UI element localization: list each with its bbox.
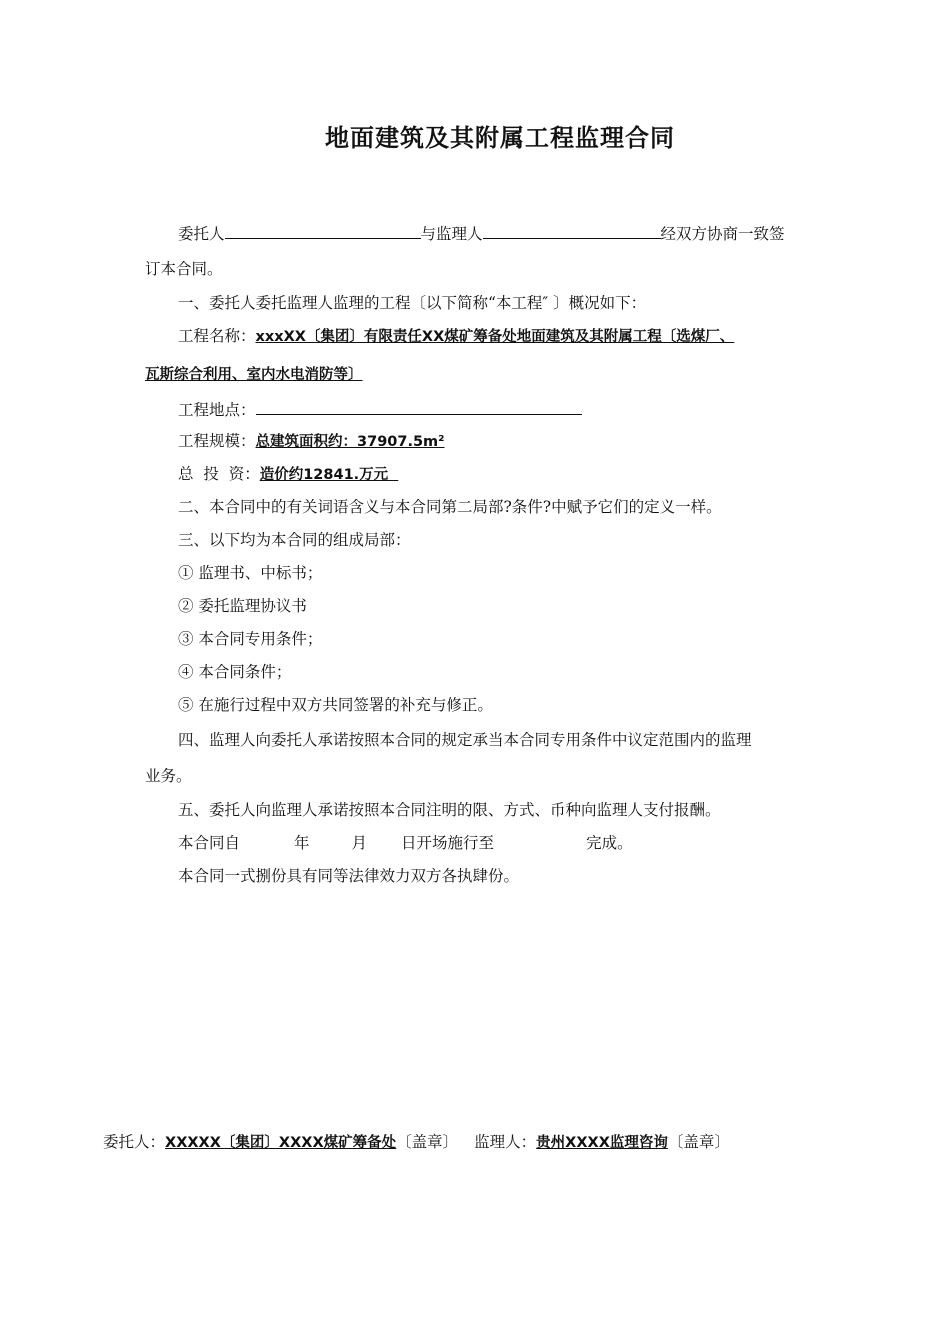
supervisor-sign-name: 贵州XXXX监理咨询	[536, 1135, 668, 1151]
term-year: 年	[294, 834, 310, 852]
list-item: ② 委托监理协议书	[178, 597, 307, 615]
term-done: 完成。	[586, 834, 633, 852]
scale-label: 工程规模：	[178, 432, 256, 450]
section-3: 三、以下均为本合同的组成局部：	[178, 531, 411, 549]
scale-value: 总建筑面积约：37907.5m²	[255, 434, 445, 450]
supervisor-label: 与监理人	[420, 225, 483, 243]
intro-tail-2: 订本合同。	[145, 260, 223, 278]
client-seal: 〔盖章〕	[396, 1133, 459, 1151]
investment-label: 总 投 资：	[178, 465, 260, 483]
project-name-line	[178, 326, 734, 347]
list-item: ① 监理书、中标书；	[178, 564, 323, 582]
supervisor-seal: 〔盖章〕	[667, 1133, 730, 1151]
investment-line	[178, 464, 398, 485]
term-month: 月	[351, 834, 368, 852]
section-4-cont: 业务。	[145, 767, 192, 785]
term-from: 本合同自	[178, 834, 241, 852]
term-day: 日开场施行至	[401, 834, 495, 852]
list-item: ④ 本合同条件；	[178, 663, 292, 681]
signature-line	[103, 1132, 730, 1153]
term-line	[178, 833, 633, 853]
section-1: 一、委托人委托监理人监理的工程〔以下简称“本工程″ 〕概况如下：	[178, 294, 647, 312]
client-blank	[225, 222, 421, 239]
supervisor-sign-label: 监理人：	[474, 1133, 537, 1151]
document-title: 地面建筑及其附属工程监理合同	[325, 124, 675, 152]
section-5: 五、委托人向监理人承诺按照本合同注明的限、方式、币种向监理人支付报酬。	[178, 801, 721, 819]
section-4: 四、监理人向委托人承诺按照本合同的规定承当本合同专用条件中议定范围内的监理	[178, 731, 752, 749]
copies-line: 本合同一式捌份具有同等法律效力双方各执肆份。	[178, 867, 520, 885]
location-blank	[256, 398, 582, 415]
location-label: 工程地点：	[178, 401, 256, 419]
investment-value: 造价约12841.万元	[259, 467, 399, 483]
project-name-value: xxxXX〔集团〕有限责任XX煤矿筹备处地面建筑及其附属工程〔选煤厂、	[255, 329, 735, 345]
section-2: 二、本合同中的有关词语含义与本合同第二局部?条件?中赋予它们的定义一样。	[178, 498, 722, 516]
intro-line	[178, 222, 785, 244]
client-label: 委托人	[178, 225, 225, 243]
project-name-value-2: 瓦斯综合利用、室内水电消防等〕	[145, 367, 363, 383]
scale-line	[178, 431, 445, 452]
list-item: ⑤ 在施行过程中双方共同签署的补充与修正。	[178, 696, 493, 714]
supervisor-blank	[483, 222, 661, 239]
intro-tail: 经双方协商一致签	[660, 225, 785, 243]
project-name-line-2	[145, 364, 363, 385]
list-item: ③ 本合同专用条件；	[178, 630, 323, 648]
client-sign-name: XXXXX〔集团〕XXXX煤矿筹备处	[165, 1135, 397, 1151]
location-line	[178, 398, 582, 420]
client-sign-label: 委托人：	[103, 1133, 166, 1151]
project-name-label: 工程名称：	[178, 327, 256, 345]
